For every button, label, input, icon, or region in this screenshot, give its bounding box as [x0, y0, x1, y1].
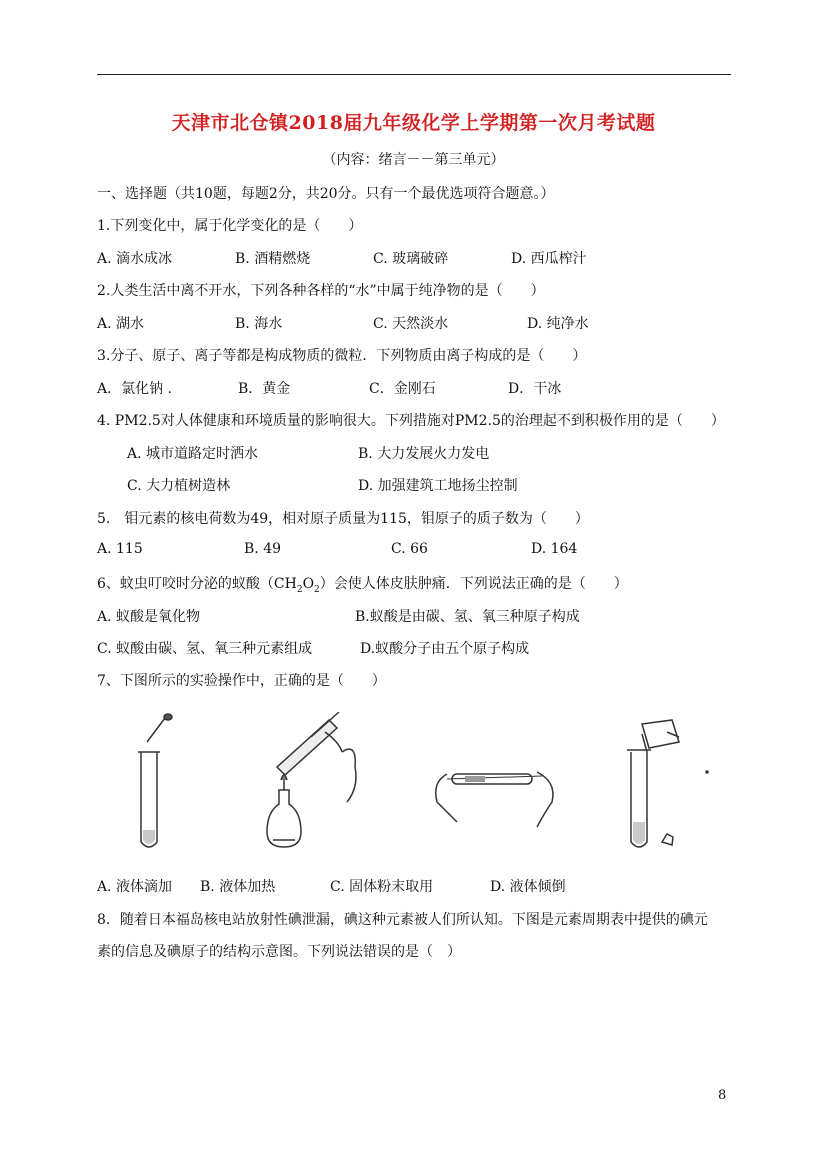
- question-4-stem: 4. PM2.5对人体健康和环境质量的影响很大。下列措施对PM2.5的治理起不到积极作用的是（ ）: [97, 413, 725, 429]
- q1-option-c: C. 玻璃破碎: [373, 251, 449, 267]
- q6-stem-part1: 6、蚊虫叮咬时分泌的蚁酸（CH: [97, 576, 297, 592]
- page-number: 8: [718, 1088, 727, 1103]
- q3-option-c: C．金刚石: [369, 381, 436, 397]
- header-rule: [97, 74, 731, 75]
- question-3-stem: 3.分子、原子、离子等都是构成物质的微粒．下列物质由离子构成的是（ ）: [97, 348, 587, 364]
- q1-option-a: A. 滴水成冰: [97, 251, 173, 267]
- q2-option-c: C. 天然淡水: [373, 316, 449, 332]
- q4-option-b: B. 大力发展火力发电: [358, 446, 490, 462]
- q3-option-b: B．黄金: [238, 381, 291, 397]
- q7-option-a: A. 液体滴加: [97, 879, 173, 895]
- question-2-stem: 2.人类生活中离不开水，下列各种各样的“水”中属于纯净物的是（ ）: [97, 283, 545, 299]
- q1-option-d: D. 西瓜榨汁: [511, 251, 587, 267]
- q6-sub-o: 2: [314, 584, 320, 595]
- question-8-stem-line2: 素的信息及碘原子的结构示意图。下列说法错误的是（ ）: [97, 944, 461, 960]
- dropper-test-tube-figure: [127, 712, 197, 862]
- q3-option-d: D．干冰: [508, 381, 562, 397]
- q6-option-c: C. 蚁酸由碳、氢、氧三种元素组成: [97, 641, 313, 657]
- q6-option-a: A. 蚁酸是氧化物: [97, 609, 201, 625]
- exam-title: 天津市北仓镇2018届九年级化学上学期第一次月考试题: [171, 112, 656, 134]
- question-7-stem: 7、下图所示的实验操作中，正确的是（ ）: [97, 673, 386, 689]
- q2-option-d: D. 纯净水: [527, 316, 589, 332]
- q1-option-b: B. 酒精燃烧: [235, 251, 311, 267]
- q5-option-b: B. 49: [244, 541, 282, 557]
- q4-option-d: D. 加强建筑工地扬尘控制: [358, 478, 518, 494]
- question-6-stem: [97, 573, 628, 595]
- q4-option-c: C. 大力植树造林: [127, 478, 231, 494]
- lab-operations-figures: [97, 712, 737, 862]
- exam-subtitle: （内容：绪言－－第三单元）: [322, 152, 505, 168]
- question-1-stem: 1.下列变化中，属于化学变化的是（ ）: [97, 218, 363, 234]
- section-heading: 一、选择题（共10题，每题2分，共20分。只有一个最优选项符合题意。）: [97, 186, 555, 202]
- q3-option-a: A．氯化钠 .: [97, 381, 173, 397]
- powder-test-tube-figure: [427, 712, 567, 862]
- q6-option-b: B.蚁酸是由碳、氢、氧三种原子构成: [355, 609, 580, 625]
- q5-option-c: C. 66: [391, 541, 428, 557]
- q5-option-a: A. 115: [97, 541, 143, 557]
- q7-option-b: B. 液体加热: [200, 879, 276, 895]
- question-5-stem: 5. 钼元素的核电荷数为49，相对原子质量为115，钼原子的质子数为（ ）: [97, 511, 589, 527]
- q2-option-b: B. 海水: [235, 316, 283, 332]
- q7-option-c: C. 固体粉末取用: [330, 879, 434, 895]
- q6-stem-part3: O: [302, 576, 315, 592]
- q5-option-d: D. 164: [531, 541, 578, 557]
- q2-option-a: A. 湖水: [97, 316, 145, 332]
- q6-sub-h: 2: [296, 584, 303, 595]
- heating-test-tube-figure: [247, 712, 397, 862]
- q6-option-d: D.蚁酸分子由五个原子构成: [360, 641, 530, 657]
- q4-option-a: A. 城市道路定时洒水: [127, 446, 259, 462]
- q7-option-d: D. 液体倾倒: [490, 879, 566, 895]
- q6-stem-part5: ）会使人体皮肤肿痛．下列说法正确的是（ ）: [319, 576, 628, 592]
- pouring-liquid-figure: [617, 712, 727, 862]
- question-8-stem-line1: 8．随着日本福岛核电站放射性碘泄漏，碘这种元素被人们所认知。下图是元素周期表中提供的碘元: [97, 912, 708, 928]
